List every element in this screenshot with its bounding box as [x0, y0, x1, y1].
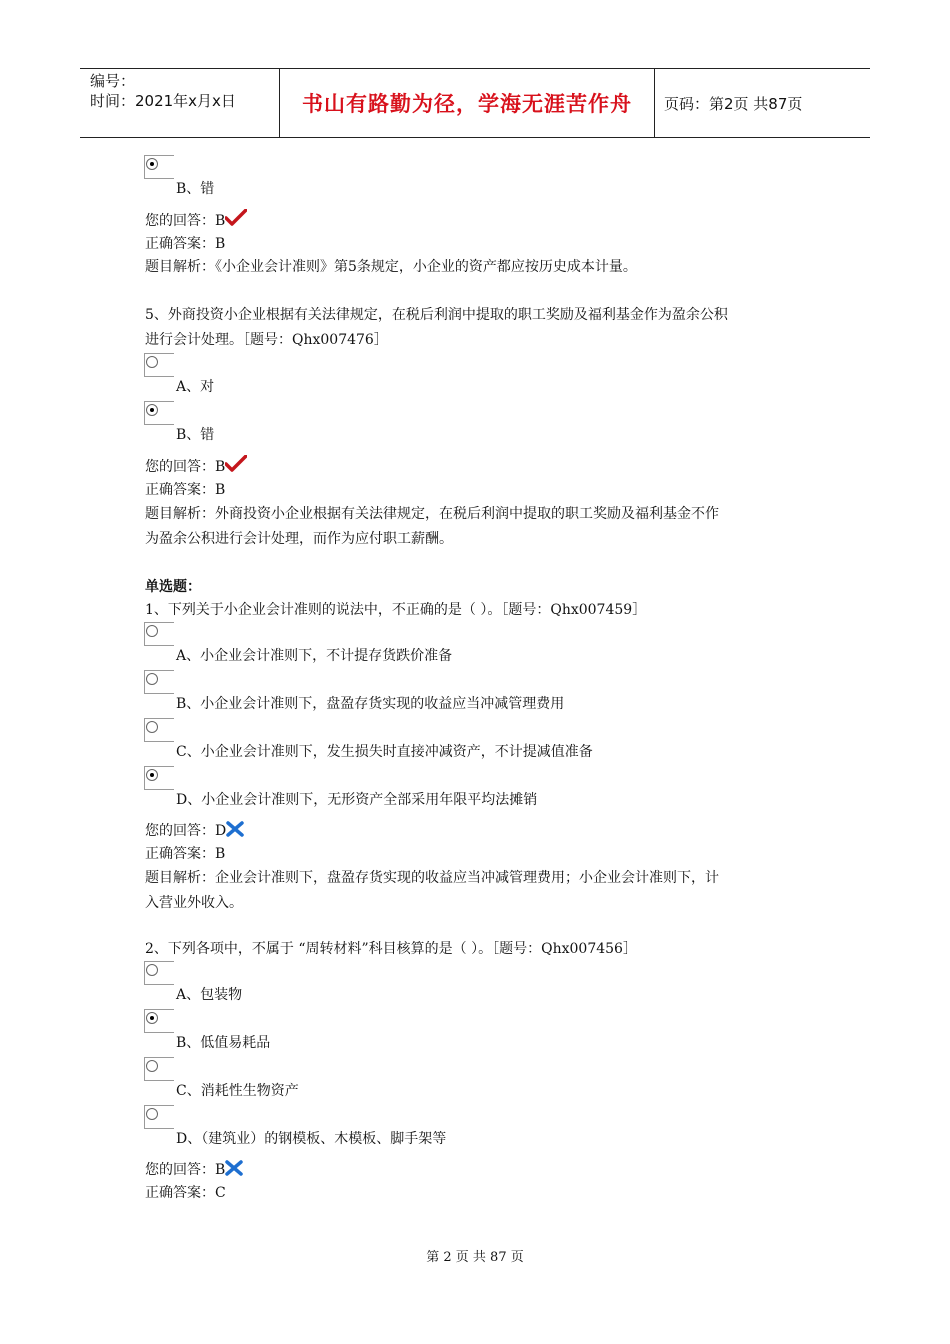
q4-analysis: 题目解析：《小企业会计准则》第5条规定，小企业的资产都应按历史成本计量。: [145, 259, 637, 275]
header-motto: 书山有路勤为径，学海无涯苦作舟: [280, 69, 655, 137]
correct-check-icon: [225, 209, 247, 227]
q5-option-a[interactable]: A、对: [145, 353, 825, 397]
radio-unselected-icon: [146, 1108, 158, 1120]
q5-stem-line1: 5、外商投资小企业根据有关法律规定，在税后利润中提取的职工奖励及福利基金作为盈余公积: [145, 307, 728, 323]
sc1-option-b[interactable]: B、小企业会计准则下，盘盈存货实现的收益应当冲减管理费用: [145, 670, 825, 714]
sc1-option-d[interactable]: D、小企业会计准则下，无形资产全部采用年限平均法摊销: [145, 766, 825, 810]
wrong-cross-icon: [226, 821, 244, 837]
radio-button[interactable]: [144, 961, 176, 985]
radio-button[interactable]: [144, 766, 176, 790]
wrong-cross-icon: [225, 1160, 243, 1176]
q5-analysis-line2: 为盈余公积进行会计处理，而作为应付职工薪酬。: [145, 531, 453, 547]
radio-button[interactable]: [144, 353, 176, 377]
q4-correct-answer: 正确答案：B: [145, 236, 226, 252]
page-header: [80, 68, 870, 138]
sc2-option-d[interactable]: D、（建筑业）的钢模板、木模板、脚手架等: [145, 1105, 825, 1149]
sc2-option-c[interactable]: C、消耗性生物资产: [145, 1057, 825, 1101]
radio-unselected-icon: [146, 673, 158, 685]
q4-option-b[interactable]: B、错: [145, 155, 825, 199]
sc2-option-a[interactable]: A、包装物: [145, 961, 825, 1005]
sc2-correct-answer: 正确答案：C: [145, 1185, 226, 1201]
doc-number-label: 编号：: [90, 72, 136, 90]
radio-button[interactable]: [144, 155, 176, 179]
sc1-your-answer: 您的回答：D: [145, 820, 825, 843]
header-meta: [80, 69, 280, 137]
sc1-option-c[interactable]: C、小企业会计准则下，发生损失时直接冲减资产，不计提减值准备: [145, 718, 825, 762]
sc2-stem: 2、下列各项中，不属于 “周转材料”科目核算的是（ ）。［题号：Qhx007456］: [145, 941, 637, 957]
radio-unselected-icon: [146, 721, 158, 733]
sc1-stem: 1、下列关于小企业会计准则的说法中，不正确的是（ ）。［题号：Qhx007459］: [145, 602, 647, 618]
q5-your-answer: 您的回答：B: [145, 455, 825, 479]
sc2-your-answer: 您的回答：B: [145, 1159, 825, 1182]
radio-button[interactable]: [144, 670, 176, 694]
page-footer: 第 2 页 共 87 页: [426, 1250, 524, 1265]
section-title-single-choice: 单选题：: [145, 579, 201, 595]
sc1-correct-answer: 正确答案：B: [145, 846, 226, 862]
q5-correct-answer: 正确答案：B: [145, 482, 226, 498]
radio-button[interactable]: [144, 1105, 176, 1129]
radio-unselected-icon: [146, 964, 158, 976]
radio-button[interactable]: [144, 401, 176, 425]
radio-unselected-icon: [146, 1060, 158, 1072]
q5-analysis-line1: 题目解析：外商投资小企业根据有关法律规定，在税后利润中提取的职工奖励及福利基金不作: [145, 506, 719, 522]
radio-selected-icon: [146, 158, 158, 170]
sc1-analysis-line2: 入营业外收入。: [145, 895, 243, 911]
sc1-analysis-line1: 题目解析：企业会计准则下，盘盈存货实现的收益应当冲减管理费用；小企业会计准则下，计: [145, 870, 719, 886]
q5-option-b[interactable]: B、错: [145, 401, 825, 445]
radio-selected-icon: [146, 1012, 158, 1024]
radio-button[interactable]: [144, 1009, 176, 1033]
q5-stem-line2: 进行会计处理。［题号：Qhx007476］: [145, 332, 388, 348]
radio-button[interactable]: [144, 1057, 176, 1081]
doc-time-label: 时间：2021年x月x日: [90, 92, 236, 110]
sc2-option-b[interactable]: B、低值易耗品: [145, 1009, 825, 1053]
radio-button[interactable]: [144, 718, 176, 742]
radio-selected-icon: [146, 404, 158, 416]
radio-selected-icon: [146, 769, 158, 781]
radio-unselected-icon: [146, 625, 158, 637]
radio-button[interactable]: [144, 622, 176, 646]
radio-unselected-icon: [146, 356, 158, 368]
sc1-option-a[interactable]: A、小企业会计准则下，不计提存货跌价准备: [145, 622, 825, 666]
header-page-info: 页码：第2页 共87页: [664, 94, 803, 113]
correct-check-icon: [225, 455, 247, 473]
q4-your-answer: 您的回答：B: [145, 209, 825, 233]
quiz-content: [145, 155, 825, 1205]
